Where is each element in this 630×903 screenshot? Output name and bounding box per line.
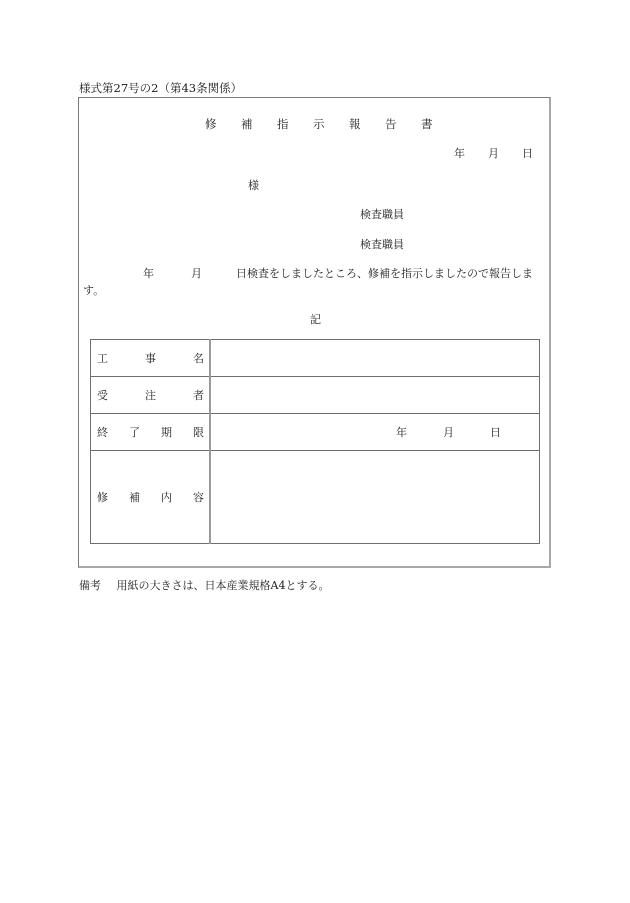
addressee: 様 (248, 179, 259, 192)
title-char: 補 (241, 117, 253, 131)
contractor-field[interactable] (210, 377, 540, 414)
date-day: 日 (522, 147, 533, 160)
body-text-line-2: す。 (83, 284, 105, 297)
repair-content-field[interactable] (210, 451, 540, 544)
deadline-month: 月 (443, 426, 454, 439)
table-row-deadline (91, 414, 540, 451)
title-char: 修 (205, 117, 217, 131)
title-char: 書 (421, 117, 433, 131)
label-cell: 工 事 名 (91, 340, 211, 377)
remarks (79, 577, 329, 593)
title-char: 報 (349, 117, 361, 131)
body-year: 年 (143, 267, 154, 280)
title-char: 告 (385, 117, 397, 131)
body-month: 月 (191, 267, 202, 280)
deadline-year: 年 (396, 426, 407, 439)
remarks-head: 備考 (79, 579, 101, 592)
body-text: 日検査をしましたところ、修補を指示しましたので報告しま (236, 267, 533, 280)
detail-table (90, 339, 540, 544)
body-text-line-1 (83, 265, 533, 281)
ki-heading: 記 (310, 313, 321, 326)
inspector-1: 検査職員 (360, 208, 404, 221)
table-row-repair-content (91, 451, 540, 544)
date-month: 月 (488, 147, 499, 160)
label-cell: 終 了 期 限 (91, 414, 211, 451)
deadline-day: 日 (490, 426, 501, 439)
remarks-text: 用紙の大きさは、日本産業規格A4とする。 (116, 579, 330, 592)
title-char: 示 (313, 117, 325, 131)
deadline-field[interactable] (210, 414, 540, 451)
table-row-contractor (91, 377, 540, 414)
inspector-2: 検査職員 (360, 238, 404, 251)
title-char: 指 (277, 117, 289, 131)
document-title (205, 116, 457, 132)
construction-name-field[interactable] (210, 340, 540, 377)
date-year: 年 (454, 147, 465, 160)
label-cell: 修 補 内 容 (91, 451, 211, 544)
table-row-construction-name (91, 340, 540, 377)
label-cell: 受 注 者 (91, 377, 211, 414)
form-number: 様式第27号の2（第43条関係） (79, 81, 243, 95)
report-date (454, 145, 556, 161)
